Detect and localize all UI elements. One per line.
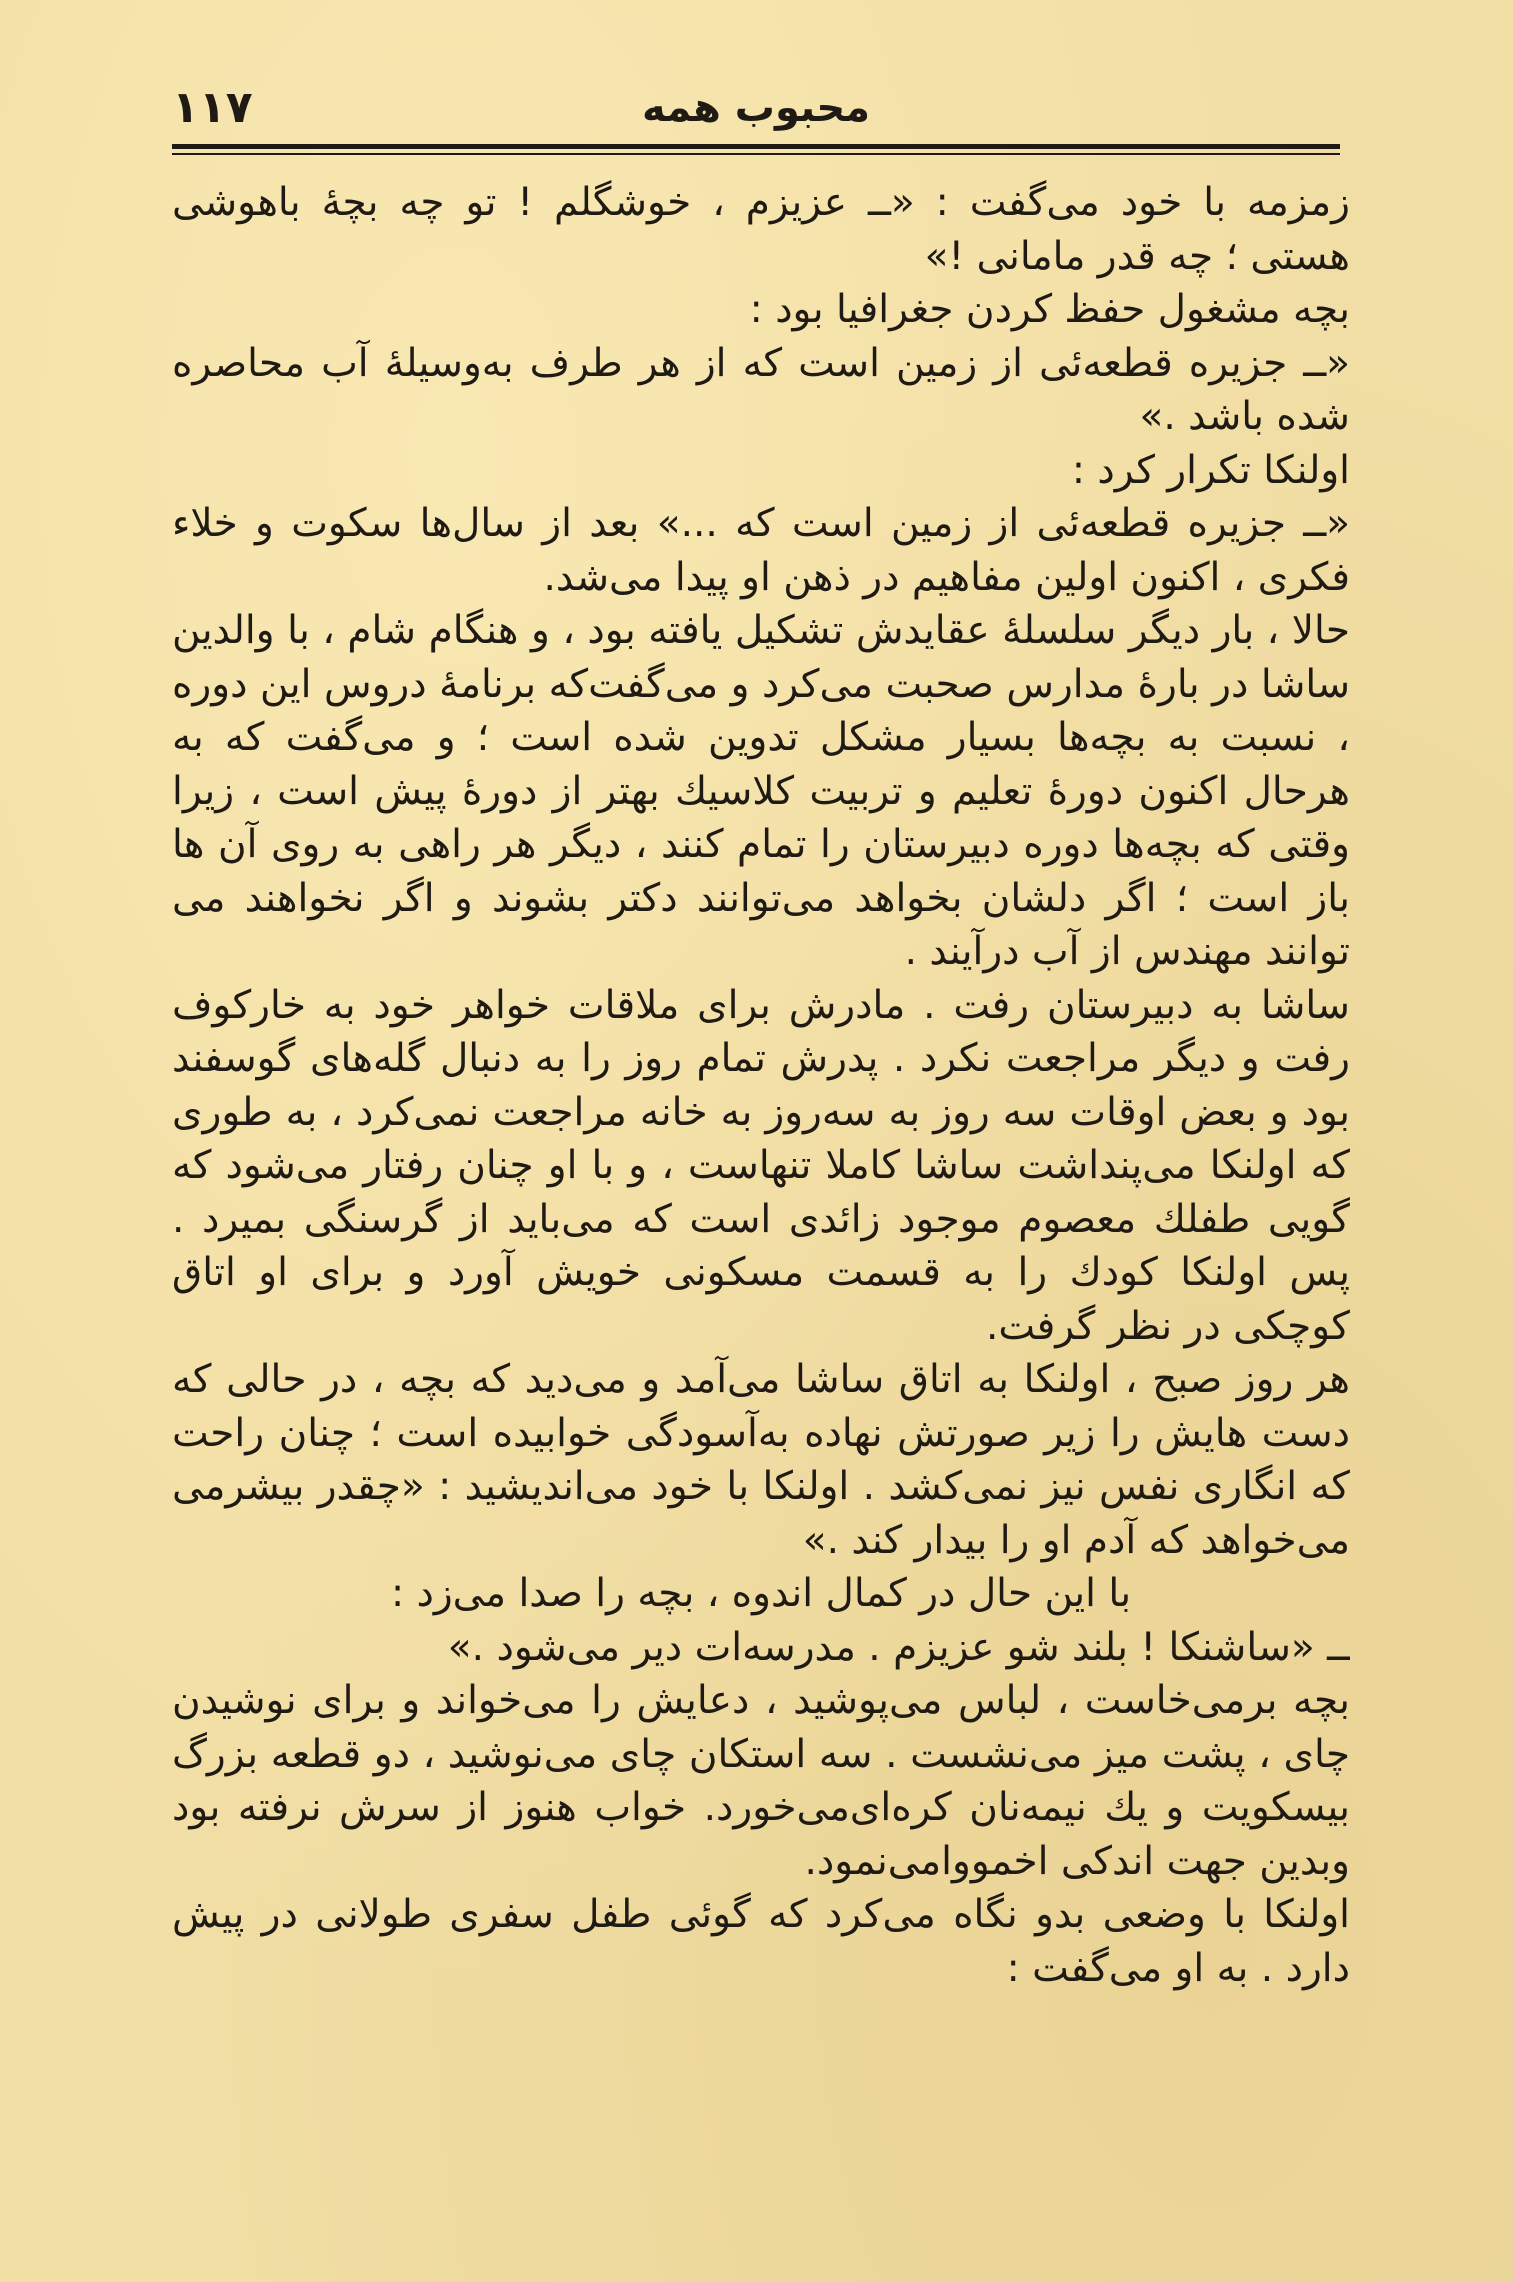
- page-header: [172, 78, 1340, 138]
- paragraph-11: بچه برمی‌خاست ، لباس می‌پوشید ، دعایش را می‌خواند و برای نوشیدن چای ، پشت میز می‌نشست . سه استکان چای می‌نوشید ، دو قطعه بزرگ بیسکویت و یك نیمه‌نان کره‌ای‌می‌خورد. خواب هنوز از سرش نرفته بود وبدین جهت اندکی اخمووامی‌نمود.: [172, 1678, 1350, 1884]
- paragraph-7: ساشا به دبیرستان رفت . مادرش برای ملاقات خواهر خود به خارکوف رفت و دیگر مراجعت نکرد . پدرش تمام روز را به دنبال گله‌های گوسفند بود و بعض اوقات سه روز به سه‌روز به خانه مراجعت نمی‌کرد ، به طوری که اولنکا می‌پنداشت ساشا کاملا تنهاست ، و با او چنان رفتار می‌شود که گویی طفلك معصوم موجود زائدی است که می‌باید از گرسنگی بمیرد . پس اولنکا کودك را به قسمت مسکونی خویش آورد و برای او اتاق کوچکی در نظر گرفت.: [172, 982, 1350, 1349]
- paragraph-6: حالا ، بار دیگر سلسلهٔ عقایدش تشکیل یافته بود ، و هنگام شام ، با والدین ساشا در بارهٔ مدارس صحبت می‌کرد و می‌گفت‌که برنامهٔ دروس این دوره ، نسبت به بچه‌ها بسیار مشکل تدوین شده است ؛ و می‌گفت که به هرحال اکنون دورهٔ تعلیم و تربیت کلاسیك بهتر از دورهٔ پیش است ، زیرا وقتی که بچه‌ها دوره دبیرستان را تمام کنند ، دیگر هر راهی به روی آن ها باز است ؛ اگر دلشان بخواهد می‌توانند دکتر بشوند و اگر نخواهند می توانند مهندس از آب درآیند .: [172, 608, 1350, 974]
- paragraph-9: با این حال در کمال اندوه ، بچه را صدا می‌زد :: [390, 1571, 1132, 1616]
- paragraph-8: هر روز صبح ، اولنکا به اتاق ساشا می‌آمد و می‌دید که بچه ، در حالی که دست هایش را زیر صورتش نهاده به‌آسودگی خوابیده است ؛ چنان راحت که انگاری نفس نیز نمی‌کشد . اولنکا با خود می‌اندیشید : «چقدر بیشرمی می‌خواهد که آدم او را بیدار کند .»: [172, 1357, 1350, 1563]
- header-rule-thick: [172, 144, 1340, 149]
- page-number: ۱۱۷: [172, 82, 253, 133]
- paragraph-3: «ــ جزیره قطعه‌ئی از زمین است که از هر طرف به‌وسیلهٔ آب محاصره شده باشد .»: [172, 340, 1350, 439]
- body-text: [172, 176, 1350, 2236]
- paragraph-12: اولنکا با وضعی بدو نگاه می‌کرد که گوئی طفل سفری طولانی در پیش دارد . به او می‌گفت :: [172, 1892, 1350, 1991]
- paragraph-5: «ــ جزیره قطعه‌ئی از زمین است که ...» بعد از سال‌ها سکوت و خلاء فکری ، اکنون اولین مفاهیم در ذهن او پیدا می‌شد.: [172, 501, 1350, 600]
- header-rule-thin: [172, 153, 1340, 155]
- paragraph-2: بچه مشغول حفظ کردن جغرافیا بود :: [749, 287, 1350, 332]
- paragraph-4: اولنکا تکرار کرد :: [1071, 447, 1350, 493]
- running-title: محبوب همه: [642, 85, 870, 131]
- paragraph-10: ــ «ساشنکا ! بلند شو عزیزم . مدرسه‌ات دیر می‌شود .»: [447, 1624, 1350, 1670]
- paragraph-1: زمزمه با خود می‌گفت : «ــ عزیزم ، خوشگلم ! تو چه بچهٔ باهوشی هستی ؛ چه قدر مامانی !»: [172, 180, 1350, 279]
